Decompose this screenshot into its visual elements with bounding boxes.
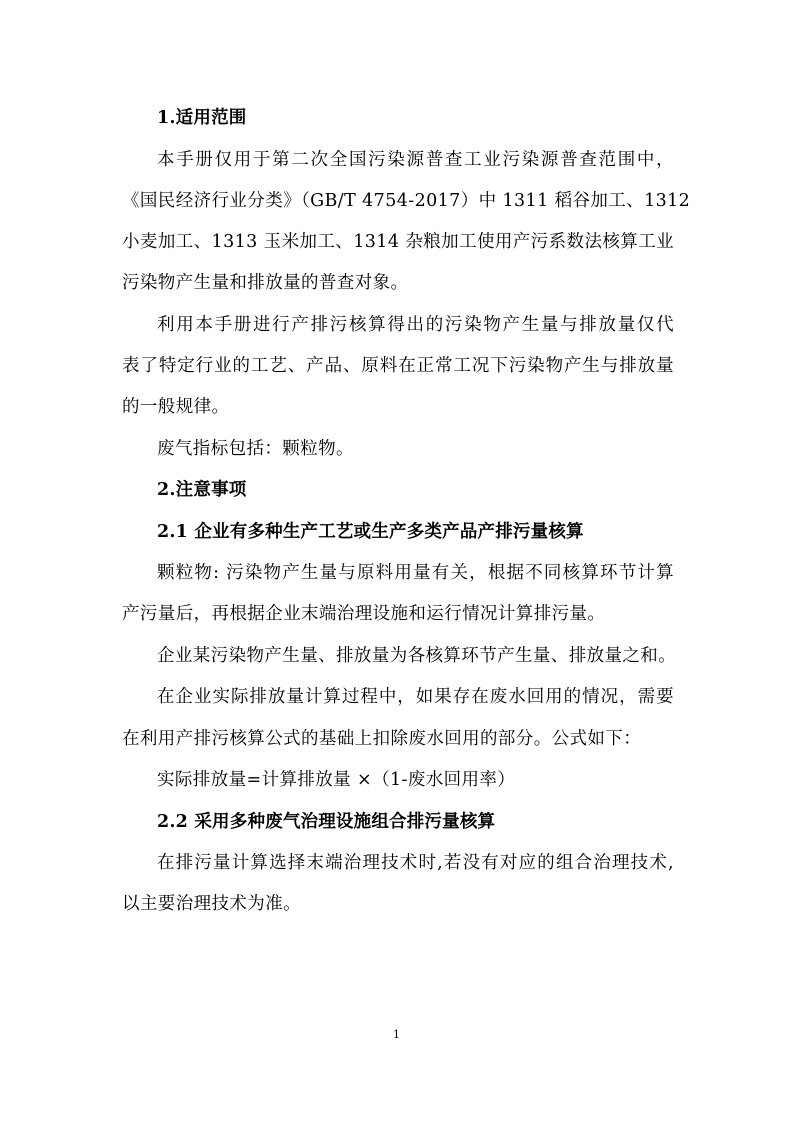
paragraph-line: 产污量后，再根据企业末端治理设施和运行情况计算排污量。 bbox=[122, 604, 606, 624]
paragraph-line: 污染物产生量和排放量的普查对象。 bbox=[122, 273, 409, 293]
paragraph-line: 以主要治理技术为准。 bbox=[122, 894, 301, 914]
paragraph-line: 利用本手册进行产排污核算得出的污染物产生量与排放量仅代 bbox=[157, 315, 674, 335]
paragraph-line: 颗粒物: 污染物产生量与原料用量有关，根据不同核算环节计算 bbox=[157, 563, 674, 583]
section-heading-scope: 1.适用范围 bbox=[157, 108, 247, 128]
paragraph-line: 在企业实际排放量计算过程中，如果存在废水回用的情况，需要 bbox=[157, 687, 674, 707]
paragraph-line: 企业某污染物产生量、排放量为各核算环节产生量、排放量之和。 bbox=[157, 646, 677, 666]
paragraph-line: 小麦加工、1313 玉米加工、1314 杂粮加工使用产污系数法核算工业 bbox=[122, 232, 674, 252]
subsection-heading-multiple-processes: 2.1 企业有多种生产工艺或生产多类产品产排污量核算 bbox=[157, 522, 584, 542]
section-heading-notes: 2.注意事项 bbox=[157, 480, 247, 500]
paragraph-line: 《国民经济行业分类》（GB/T 4754-2017）中 1311 稻谷加工、1312 bbox=[122, 191, 691, 211]
paragraph-line: 的一般规律。 bbox=[122, 397, 230, 417]
subsection-heading-combined-treatment: 2.2 采用多种废气治理设施组合排污量核算 bbox=[157, 812, 496, 832]
page-number: 1 bbox=[393, 1028, 400, 1041]
paragraph-line: 表了特定行业的工艺、产品、原料在正常工况下污染物产生与排放量 bbox=[122, 356, 674, 376]
paragraph-line: 在排污量计算选择末端治理技术时,若没有对应的组合治理技术, bbox=[157, 853, 674, 873]
paragraph-line: 本手册仅用于第二次全国污染源普查工业污染源普查范围中， bbox=[157, 150, 674, 170]
formula-line: 实际排放量=计算排放量 ×（1-废水回用率） bbox=[157, 770, 516, 790]
paragraph-line: 废气指标包括：颗粒物。 bbox=[157, 439, 354, 459]
paragraph-line: 在利用产排污核算公式的基础上扣除废水回用的部分。公式如下： bbox=[122, 729, 642, 749]
